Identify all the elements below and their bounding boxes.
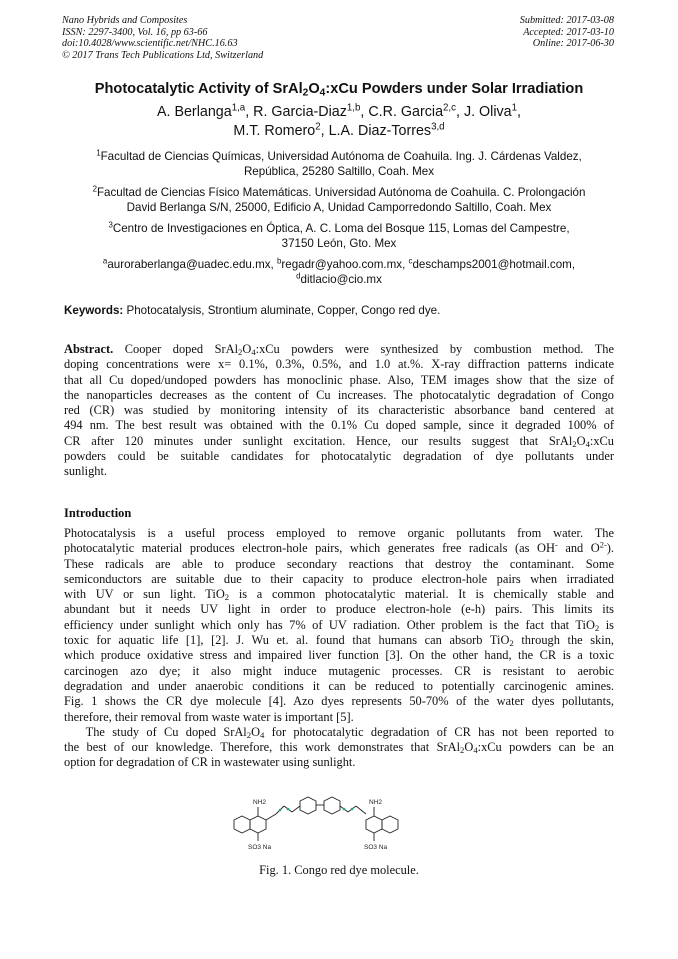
- paper-title: Photocatalytic Activity of $SrAl_2O_4:xCu$ Powders under Solar Irradiation: [94, 81, 584, 99]
- affiliation-3: $^3$Centro de Investigaciones en Óptica, A. C. Loma del Bosque 115, Lomas del Campestre, 37150 León, Gto. Mex: [108, 220, 570, 251]
- author-line-1: A. Berlanga$^{1,a}$, R. Garcia-Diaz$^{1,b}$, C.R. Garcia$^{2,c}$, J. Oliva$^1$,: [156, 102, 522, 120]
- accepted-date: Accepted: 2017-03-10: [523, 26, 614, 38]
- journal-header: [62, 15, 263, 61]
- left-naphthalene-ring-b: [250, 816, 266, 833]
- email-b[interactable]: regadr@yahoo.com.mx,: [281, 258, 406, 271]
- figure-1-caption: Fig. 1. Congo red dye molecule.: [259, 863, 419, 877]
- journal-issn: ISSN: 2297-3400, Vol. 16, pp 63-66: [62, 26, 208, 38]
- so3na-right-label: SO3 Na: [364, 844, 388, 851]
- section-heading-introduction: Introduction: [64, 506, 132, 520]
- congo-red-molecule-figure: [220, 789, 460, 859]
- email-d[interactable]: ditlacio@cio.mx: [300, 273, 382, 287]
- author-emails: $^a$auroraberlanga@uadec.edu.mx, $^b$regadr@yahoo.com.mx, $^c$deschamps2001@hotmail.com, $^d$ditlacio@cio.mx: [102, 256, 576, 287]
- left-naphthalene-ring-a: [234, 816, 250, 833]
- author-line-2: M.T. Romero$^2$, L.A. Diaz-Torres$^{3,d}$: [233, 121, 445, 139]
- right-naphthalene-ring-b: [382, 816, 398, 833]
- so3na-left-label: SO3 Na: [248, 844, 272, 851]
- nh2-right-label: NH2: [369, 799, 383, 806]
- abstract: Abstract. Cooper doped $SrAl_2O_4:xCu$ powders were synthesized by combustion method. The doping concentrations were x= 0.1%, 0.3%, 0.5%, and 1.0 at.%. X-ray diffraction patterns indicate that all Cu doped/undoped powders has monoclinic phase. Also, TEM images show that the size of the nanoparticles decreases as the content of Cu increases. The photocatalytic degradation of Congo red (CR) was studied by monitoring intensity of its characteristic absorbance band centered at 494 nm. The best result was obtained with the 0.1% Cu doped sample, since it degraded 100% of CR after 120 minutes under sunlight excitation. Hence, our results suggest that $SrAl_2O_4:xCu$ powders could be suitable candidates for photocatalytic degradation of dye pollutants under sunlight.: [64, 342, 614, 479]
- journal-doi: doi:10.4028/www.scientific.net/NHC.16.63: [62, 38, 238, 49]
- dates-header: [520, 15, 614, 50]
- keywords-text: Photocatalysis, Strontium aluminate, Copper, Congo red dye.: [123, 304, 441, 317]
- journal-copyright: © 2017 Trans Tech Publications Ltd, Switzerland: [62, 49, 264, 61]
- email-a[interactable]: auroraberlanga@uadec.edu.mx,: [107, 258, 274, 271]
- nh2-left-label: NH2: [253, 799, 267, 806]
- affiliation-1: $^1$Facultad de Ciencias Químicas, Universidad Autónoma de Coahuila. Ing. J. Cárdenas Valdez, República, 25280 Saltillo, Coah. Mex: [96, 148, 582, 179]
- author-list: [0, 103, 678, 141]
- biphenyl-ring-right: [324, 797, 340, 814]
- online-date: Online: 2017-06-30: [532, 38, 614, 49]
- submitted-date: Submitted: 2017-03-08: [519, 15, 614, 26]
- keywords: [64, 304, 440, 317]
- biphenyl-ring-left: [300, 797, 316, 814]
- right-naphthalene-ring-a: [366, 816, 382, 833]
- affiliation-2: $^2$Facultad de Ciencias Físico Matemáticas. Universidad Autónoma de Coahuila. C. Prolongación David Berlanga S/N, 25000, Edificio A, Unidad Camporredondo Saltillo, Coah. Mex: [92, 184, 586, 215]
- keywords-label: Keywords:: [64, 304, 124, 317]
- email-c[interactable]: deschamps2001@hotmail.com,: [412, 258, 576, 271]
- journal-name: Nano Hybrids and Composites: [62, 15, 188, 26]
- introduction-body: Photocatalysis is a useful process employed to remove organic pollutants from water. The photocatalytic material produces electron-hole pairs, which generates free radicals (as OH- and $O^{2-}$). These radicals are able to produce secondary reactions that destroy the contaminant. Some semiconductors are suitable due to their capacity to produce electron-hole pairs when irradiated with UV or sun light. TiO$_2$ is a common photocatalytic material. It is chemically stable and abundant but it needs UV light in order to produce electron-hole (e-h) pairs. This limits its efficiency under sunlight which only has 7% of UV radiation. Other problem is the fact that TiO$_2$ is toxic for aquatic life [1], [2]. J. Wu et. al. found that humans can absorb TiO$_2$ through the skin, which produce oxidative stress and impaired liver function [3]. On the other hand, the CR is a toxic carcinogen azo dye; it also might induce mutagenic processes. CR is resistant to aerobic degradation and under anaerobic conditions it can be reduced to potentially carcinogenic amines. Fig. 1 shows the CR dye molecule [4]. Azo dyes represents 50-70% of the water dyes pollutants, therefore, their removal from waste water is important [5]. The study of Cu doped $SrAl_2O_4$ for photocatalytic degradation of CR has not been reported to the best of our knowledge. Therefore, this work demonstrates that $SrAl_2O_4:xCu$ powders can be an option for degradation of CR in wastewater using sunlight.: [64, 526, 615, 770]
